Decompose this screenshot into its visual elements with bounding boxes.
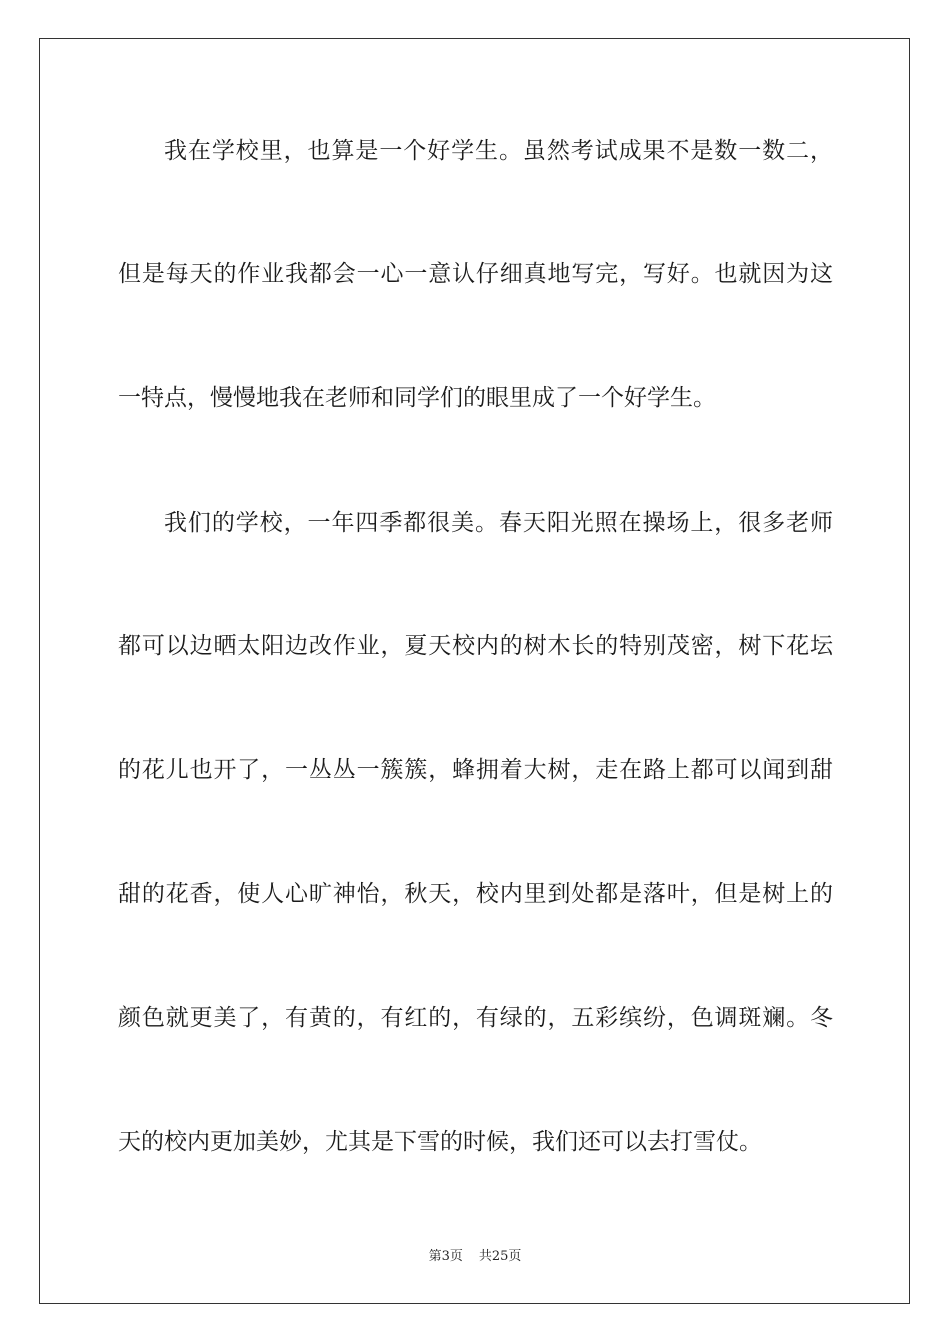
text-line: 但是每天的作业我都会一心一意认仔细真地写完，写好。也就因为这 [118, 261, 833, 287]
text-line: 颜色就更美了，有黄的，有红的，有绿的，五彩缤纷，色调斑斓。冬 [118, 1005, 833, 1031]
text-line: 天的校内更加美妙，尤其是下雪的时候，我们还可以去打雪仗。 [118, 1129, 762, 1155]
total-pages: 共25页 [478, 1249, 522, 1264]
text-line: 我在学校里，也算是一个好学生。虽然考试成果不是数一数二， [164, 138, 833, 164]
text-line: 都可以边晒太阳边改作业，夏天校内的树木长的特别茂密，树下花坛 [118, 633, 833, 659]
text-line: 的花儿也开了，一丛丛一簇簇，蜂拥着大树，走在路上都可以闻到甜 [118, 757, 833, 783]
text-line: 甜的花香，使人心旷神怡，秋天，校内里到处都是落叶，但是树上的 [118, 881, 833, 907]
page-footer [0, 1248, 950, 1266]
page-number: 第3页 [428, 1249, 463, 1264]
page-border [39, 38, 910, 1304]
text-line: 一特点，慢慢地我在老师和同学们的眼里成了一个好学生。 [118, 385, 716, 411]
text-line: 我们的学校，一年四季都很美。春天阳光照在操场上，很多老师 [164, 510, 833, 536]
